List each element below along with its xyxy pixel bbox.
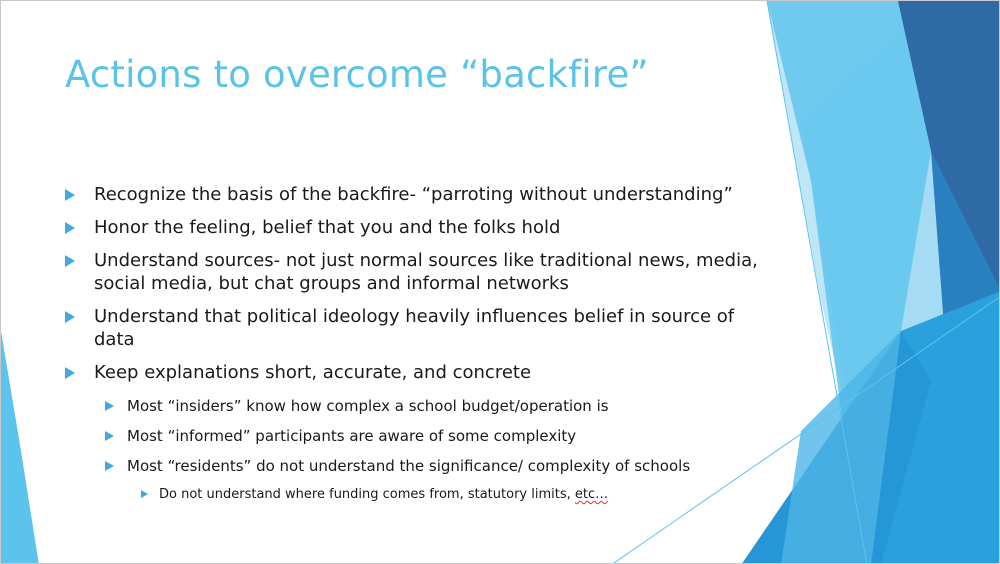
bullet-arrow-icon	[65, 311, 75, 323]
bullet-text: Most “insiders” know how complex a school budget/operation is	[127, 397, 609, 415]
bullet-arrow-icon	[65, 255, 75, 267]
bullet-text: Most “residents” do not understand the significance/ complexity of schools	[127, 457, 691, 475]
bullet-arrow-icon	[105, 431, 114, 441]
bullet-arrow-icon	[141, 490, 148, 498]
spellcheck-flagged-word: etc…	[574, 487, 609, 502]
bullet-item	[65, 305, 765, 351]
sub-bullet-item	[105, 426, 765, 446]
slide-title: Actions to overcome “backfire”	[65, 53, 649, 96]
bullet-text: Honor the feeling, belief that you and the folks hold	[94, 217, 561, 238]
bullet-item	[65, 361, 765, 384]
bullet-text: Most “informed” participants are aware of some complexity	[127, 427, 577, 445]
bullet-item	[65, 249, 765, 295]
bullet-text: Recognize the basis of the backfire- “parroting without understanding”	[94, 184, 733, 205]
bullet-text: Do not understand where funding comes from, statutory limits,	[159, 487, 575, 502]
bullet-arrow-icon	[105, 401, 114, 411]
bullet-text: Keep explanations short, accurate, and concrete	[94, 362, 532, 383]
bullet-list	[65, 183, 765, 504]
sub-bullet-item	[105, 456, 765, 476]
deco-left-sliver	[1, 331, 39, 564]
bullet-text: Understand that political ideology heavily influences belief in source of data	[94, 306, 735, 350]
bullet-item	[65, 216, 765, 239]
bullet-arrow-icon	[65, 189, 75, 201]
sub-sub-bullet-item	[141, 486, 765, 504]
bullet-item	[65, 183, 765, 206]
sub-bullet-item	[105, 396, 765, 416]
bullet-arrow-icon	[65, 367, 75, 379]
bullet-text: Understand sources- not just normal sources like traditional news, media, social media, but chat groups and informal networks	[94, 250, 758, 294]
bullet-arrow-icon	[65, 222, 75, 234]
bullet-arrow-icon	[105, 461, 114, 471]
